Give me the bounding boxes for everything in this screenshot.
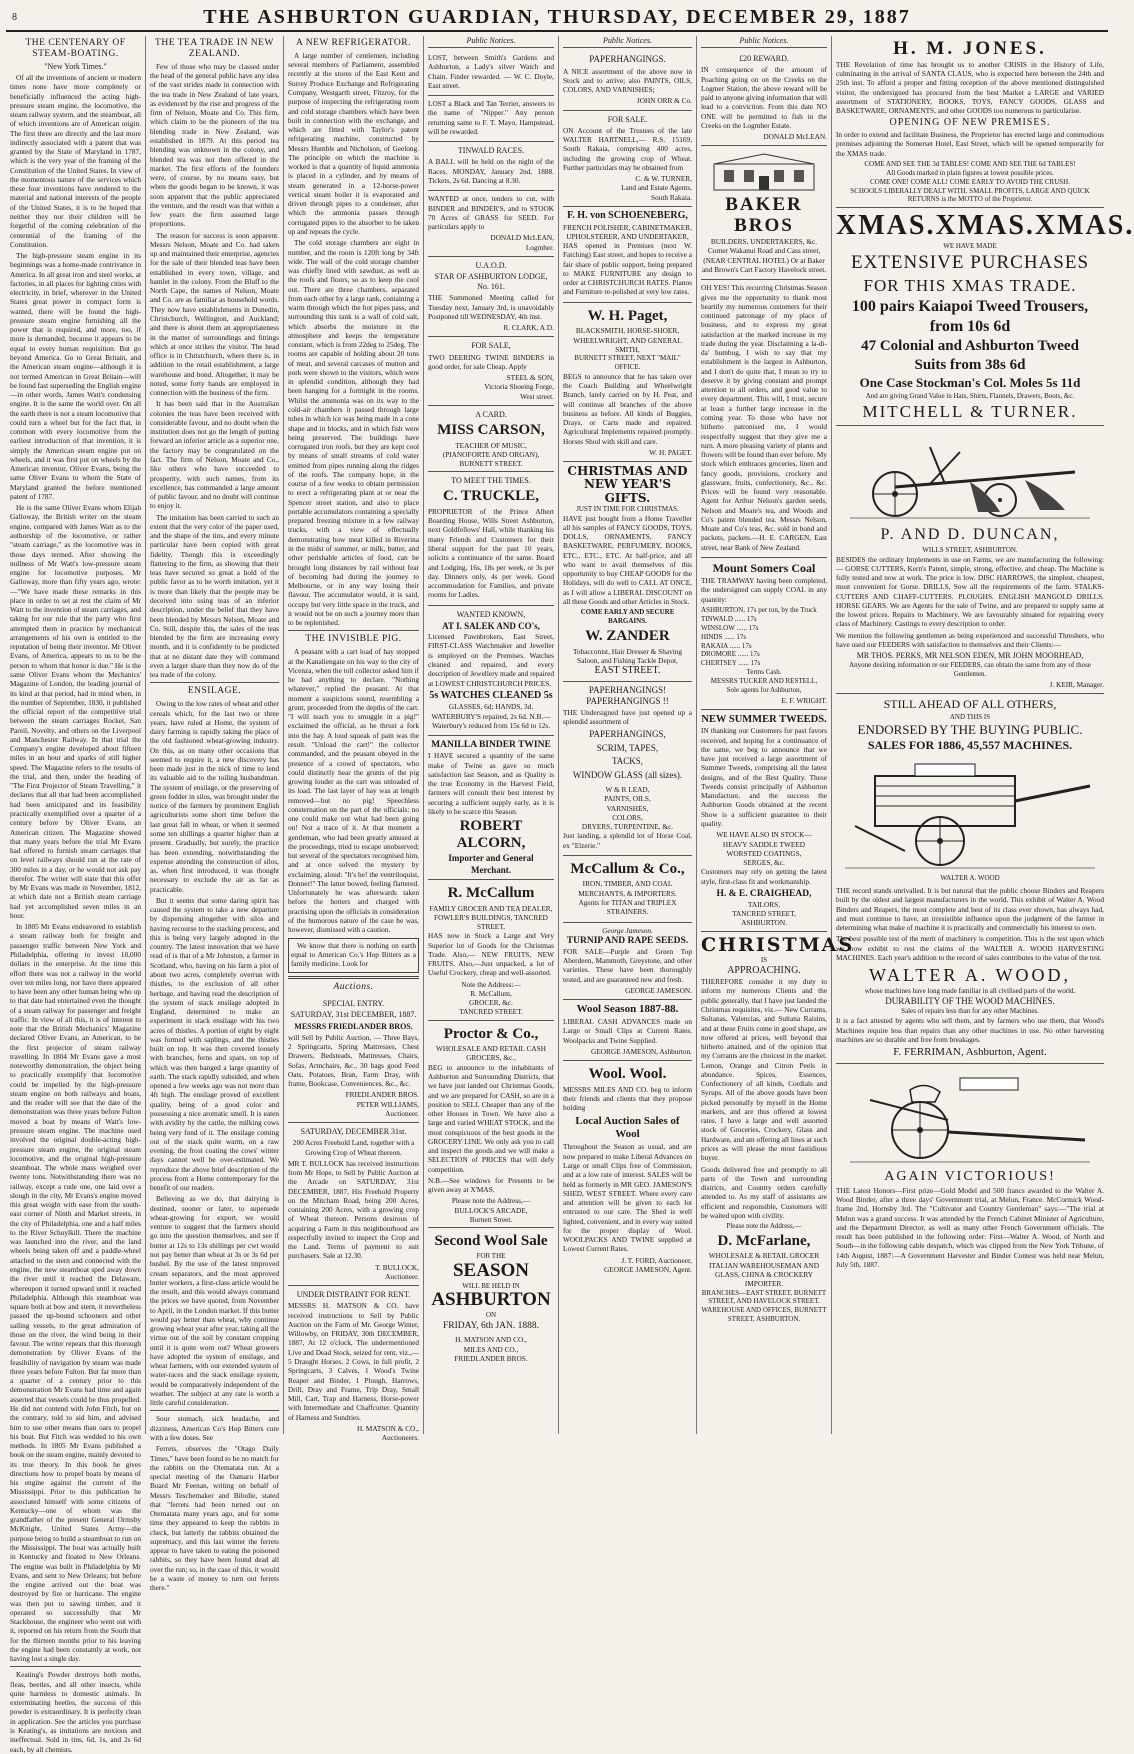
ad-text: BESIDES the ordinary Implements in use on Farms, we are manufacturing the following:— GORSE CUTTERS, Kern's Patent, simple, strong, effective, and cheap. The Machine is fully tested and now at work. The price is low. DISC HARROWS, the simplest, cheapest, most convenient for Gorse. DRILLS, Sow all the requirements of the farm. STALKS-CUTTERS AND CHAFF-CUTTERS. PLOUGHS. ENGLISH MANGOLD DRILLS. HORSE GEARS. We are Agents for the sale of Twine, and are prepared to supply same at the lowest prices. Repairs to Machinery. We are favourably situated for repairing every class of Machinery. Castings to every description to order. (836, 554, 1104, 629)
article-paragraph: A large number of centlemen, including several members of Parliament, assembled recently at the stores of the East Kent and Surrey Produce Exchange and Refrigerating Company, Westgarth street, Fitzroy, for the purpose of inspecting the refrigerating room and cold storage chambers which have been built in connection with the exchange, and which are fitted with Taylor's patent refrigerating machine, constructed by Messrs Humble and Nicholson, of Geelong. The principle on which the machine is worked is that a quantity of liquid ammonia is placed in a cylinder, and by means of steam generated in a 12-horse-power vertical steam boiler it is evaporated and driven through pipes to a condenser, after which the ammonia passes through corrugated pipes to the absorber to be taken up and repeats the cycle. (288, 50, 419, 236)
ad-heading: TINWALD RACES. (457, 146, 525, 156)
ad-text: GLASSES, 6d; HANDS, 3d. WATERBURY'S repaired, 2s 6d. N.B.—Waterbury's reduced from 15s 6d to 12s. (431, 702, 551, 730)
ad-subheading: JUST IN TIME FOR CHRISTMAS. (576, 504, 679, 513)
ad-address: BURNETT STREET, NEXT "MAIL" OFFICE. (574, 354, 681, 371)
duncan-name: P. AND D. DUNCAN, (880, 526, 1060, 544)
ad-signature: E. F. WRIGHT. (781, 695, 827, 705)
column-3 (284, 36, 424, 1443)
lodge-notice (428, 257, 554, 338)
article-paragraph: Few of those who may be classed under the head of the general public have any idea of the vast strides made in connection with the tea trade in New Zealand of late years, as evidenced by the rise and progress of the firm of Nelson, Moate and Co. This firm, which claim to be the pioneers of the tea blending trade in New Zealand, was established in 1879. At this period tea blending was unknown in the colony, and blended tea was not then offered in the market. The first efforts of the founders were, of course, by no means easy, but when the goods began to be known, it was soon apparent that the public appreciated the venture, and the result was that within a few years the firm assumed large proportions. (150, 61, 279, 229)
ad-text: HAS opened in Premises (next W. Fatching) East street, and hopes to receive a fair share of public support, being prepared to MAKE FURNITURE any design to order at CHRISTCHURCH RATES. Pianos and Furniture re-polished at very low rates. (563, 241, 692, 297)
ad-text: Sole agents for Ashburton, (726, 685, 802, 694)
paperhangings-ad-2 (563, 682, 692, 856)
ad-text: THE TRAMWAY having been completed, the undersigned can supply COAL in any quantity: (701, 576, 827, 604)
ad-text: FOR SALE—Purple and Green Top Aberdeen, Mammoth, Greystone, and other varieties. These have been thoroughly tested, and are guaranteed new and fresh. (563, 946, 692, 984)
wool-auction-ad (563, 1061, 692, 1278)
article-heading-tea-trade: THE TEA TRADE IN NEW ZEALAND. (155, 38, 274, 59)
music-teacher-card (428, 406, 554, 472)
for-sale-ad (428, 337, 554, 405)
ad-text: OH YES! This recurring Christmas Season gives me the opportunity to thank most heartily my numerous customers for their continued patronage of my place of business, and to express my great satisfaction at the marked increase in my trade during the year. Disclaiming a la-di-da' humbug, I wish to say that my establishment is the largest in Ashburton, and I don't do quite that, I mean to try to deserve it by giving constant and prompt attention to all orders, and good value to every department. This will, I trust, secure at least a further large increase in the coming year. To those who have not hitherto patronised me, I would respectfully suggest that they give me a turn. A more pleasing variety of plants and flowers will be found than ever before. My stock which embraces groceries, linen and fancy goods, provisions, crockery and glassware, fruits, confectionery, &c., &c. Prices will be found very reasonable. Agent for Arthur Nelson's garden seeds, Nelson and Moate's tea, and Woods and Co's patent blended tea. Messrs Nelson, Moate and Co's teas, &c. sold in bond and packets, packets.—H. E. CARGEN, East street, near Bank of New Zealand. (701, 283, 827, 552)
walter-wood-name: WALTER A. WOOD, (869, 965, 1071, 986)
jones-ad (836, 36, 1104, 208)
ad-text: THE Revelation of time has brought us to another CRISIS in the History of Life, culminating in the arrival of SANTA CLAUS, who is expected here between the 24th and 25th inst. To afford a proper and fitting reception of the above mentioned distinguished visitor, the undersigned has procured from the best Market a LARGE and VARIED assortment of STATIONERY, BOOKS, TOYS, FANCY GOODS, GLASS and BASKETWARE, ORNAMENTS, and other GOODS too numerous to particularise. (836, 59, 1104, 116)
blacksmith-ad (563, 303, 692, 462)
ad-text: Sales of repairs less than for any other Machines. (901, 1007, 1039, 1016)
column-1 (6, 36, 146, 1754)
column-2 (146, 36, 284, 1593)
ad-heading: FOR SALE, (471, 341, 511, 351)
cabinetmaker-ad (563, 207, 692, 303)
auction-firm: MESSRS FRIEDLANDER BROS. (294, 1021, 413, 1031)
ad-text: THEREFORE consider it my duty to inform my numerous Clients and the public generally, that I have just landed the Christmas requisites, viz.— New Currants, Sultanas, Valencias, and Sultana Raisins, and at these Fruits come in good shape, are now offered at prices, well beyond that hitherto attained, and of the opinion that my Currants are the choicest in the market. Lemon, Orange and Citron Peels in abundance. Spices, Essences, Confectionery of all kinds, Cordials and Syrups. All of the above goods have been picked personally by myself in the Home markets, and are thus offered at lowest rates. I have a large and well assorted stock of Groceries, Crockery, Glass and Hardware, and am offering all lines at such prices as will please the most fastidious buyer. (701, 977, 827, 1163)
article-paragraph: It has been said that in the Australian colonies the teas have been received with considerable favour, and no doubt when the institution does not go the length of putting forward an inferior article as a superior one, the factory may be congratulated on the fact. The firm of Nelson, Moate and Co., like others who have succeeded to prosperity, with such names, from its excellence, has commanded a large amount of public favour, and no doubt will continue to enjoy it. (150, 399, 279, 511)
ad-signature: C. & W. TURNER, Land and Estate Agents, South Rakaia. (621, 174, 692, 202)
auction-signature: T. BULLOCK, Auctioneer. (375, 1262, 419, 1281)
mccallum-name: R. McCallum (447, 885, 535, 902)
wool-season-ad (563, 1000, 692, 1061)
ad-text: THE record stands unrivalled. It is but natural that the public choose Binders and Reapers built by the oldest and largest manufacturers in the world. This exhibit of Walter A. Wood Binders and Reapers, the most complete and best of its class ever shown, has always had, and must continue to have, an irresistible influence upon the judgment of the farmer in determining what make of machine it is practically and commercially his interest to own. (836, 886, 1104, 933)
ad-line: All Goods marked in plain figures at lowest possible prices. (886, 168, 1054, 177)
ad-text: PROPRIETOR of the Prince Albert Boarding House, Wills Street Ashburton, next Goldfellows' Hall, while thanking his many Friends and Customers for their liberal support for the past 10 years, solicits a continuance of the same. Board and Lodging, 16s, 18s per week, or 3s per day. Dinners only, 4s per week. Good accommodation for Families, and private rooms for Ladies. (428, 506, 554, 600)
still-ahead-headline: STILL AHEAD OF ALL OTHERS, (883, 697, 1057, 712)
ad-text: IN consequence of the amount of Poaching going on on the Creeks on the Logmer Station, the above reward will be paid to anyone giving information that will lead to a conviction. From this date NO ONE will be permitted to fish in the Creeks on the Logmher Estate. (701, 65, 827, 130)
ad-subheading: WHOLESALE AND RETAIL CASH GROCERS, &c., (435, 1044, 546, 1063)
christmas-approaching-ad (701, 932, 855, 1327)
ad-subheading: WHOLESALE & RETAIL GROCER (708, 1251, 820, 1261)
building-illustration (709, 152, 819, 192)
column-6 (697, 36, 855, 1434)
for-sale-ad (563, 111, 692, 207)
ad-text: It is a fact attested by agents who sell them, and by farmers who use them, that Wood's Machines require less than repairs than any other machines in use. No other harvesting machines are so durable and free from breakages. (836, 1016, 1104, 1044)
tinwald-races-ad (428, 142, 554, 191)
article-paragraph: He is the same Oliver Evans whom Elijah Galloway, the British writer on the steam engine, compared with James Watt as to the authorship of the locomotive, or rather "steam carriage," as the locomotive was in those days termed. After showing the nullness of Mr Watt's low-pressure steam engine for locomotive purposes, Mr Galloway, more than fifty years ago, wrote:—"We have made these remarks in this place in order to set at rest the claim of Mr Watt to the invention of steam carriages, and taking for our rule that the party who first attempted them in practice by mechanical arrangements of his own is entitled to the reputation of being their inventor. Mr Oliver Evans, of America, appears to us to be the person to whom that honor is due." He is the same Oliver Evans whom the Mechanics' Magazine of London, the leading journal of its kind at that period, had in mind when, in the number of September, 1830, it published the official report of the competitive trial between the steam carriages Rocket, San Pareil, Novelty, and others on the Liverpool and Manchester Railway. In that trial the Company's engine developed about fifteen miles in an hour and sparks of still higher speed. The Magazine refers to the results of the trial, and then, under the heading of "The First Projector of Steam Travelling," it declares that all that had been accomplished had been anticipated and its feasibility practically exemplified over a quarter of a century before by Oliver Evans, an American citizen. The Magazine showed that many years before the trial Mr Evans had offered to furnish steam carriages that on level railways should run at the rate of 300 miles in a day, or he would not ask pay therefor. The writer will state that this offer by Mr Evans was made in November, 1812, at which date not a British steam carriage had yet accomplished seven miles in an hour. (10, 503, 141, 920)
wool-headline: Wool. Wool. (588, 1066, 667, 1083)
ad-address: EAST STREET. (594, 665, 661, 677)
ad-line: SCHOOLS LIBERALLY DEALT WITH. SMALL PROFITS, LARGE AND QUICK RETURNS is the MOTTO of the Proprietor. (850, 186, 1090, 204)
walter-wood-ad (836, 694, 1104, 1064)
ad-text: TWO DEERING TWINE BINDERS in good order, for sale Cheap. Apply (428, 352, 554, 371)
ad-heading: A CARD. (475, 409, 507, 419)
opening-headline: OPENING OF NEW PREMISES. (889, 117, 1051, 129)
carson-name: MISS CARSON, (437, 422, 545, 438)
ad-heading: TO MEET THE TIMES. (451, 476, 531, 486)
wool-sale-headline: Second Wool Sale (434, 1233, 548, 1250)
article-paragraph: The imitation has been carried to such an extent that the very color of the paper used, and the shape of the tins, and every minute particular have been copied with great fidelity. Though this is exceedingly flattering to the firm, as showing that their teas have secured so great a hold of the public favor as to be worth imitation, yet it is more than likely that the people may be deceived into using teas of an inferior description, under the belief that they have been blended by Messrs Nelson, Moate and Co. Still, despite this, the sales of the teas blended by the firm are increasing every month, and it is confidently to be predicted that at no distant date they will command even a larger share than they now do of the tea trade of the colony. (150, 512, 279, 680)
ad-text: MESSRS TUCKER AND RESTELL, (710, 677, 818, 686)
article-source: "New York Times." (44, 61, 107, 71)
ad-signature: GEORGE JAMESON, Ashburton. (591, 1046, 692, 1056)
tweed-price: Suits from 38s 6d (914, 357, 1026, 374)
again-victorious-headline: AGAIN VICTORIOUS! (884, 1169, 1056, 1185)
ad-text: Licensed Pawnbrokers, East Street, FIRST-CLASS Watchmaker and Jeweller is employed on the Premises. Watches cleaned and repaired, and every description of Jewellery made and repaired at LOWEST CHRISTCHURCH PRICES. (428, 632, 554, 688)
divider (10, 1666, 141, 1667)
auction-notice (288, 1123, 419, 1286)
ad-text: BEG to announce to the inhabitants of Ashburton and Surrounding Districts, that we have just landed our Christmas Goods, and we are prepared for CASH, so are in a position to SELL Cheaper than any of the other Houses in Town. We have also a large and varied WHEAT STOCK, and the most conspicuous of the best goods in the GROCERY LINE. We only ask you to call and inspect the goods and we will make a SELECTION of PRICES that will defy competition. (428, 1062, 554, 1174)
masthead (6, 4, 1108, 32)
mower-illustration (850, 1070, 1090, 1165)
ad-text: IS (760, 955, 768, 964)
ad-text: THE Undersigned have just opened up a splendid assortment of (563, 707, 692, 726)
tweeds-headline: NEW SUMMER TWEEDS. (701, 714, 827, 726)
ad-text: LOST a Black and Tan Terrier, answers to the name of "Nipper." Any person returning same to F. T. Mayo, Hampstead, will be rewarded. (428, 99, 554, 137)
twine-headline: MANILLA BINDER TWINE (431, 740, 551, 751)
plough-illustration (850, 432, 1090, 522)
article-paragraph: In 1805 Mr Evans endeavored to establish a steam railway both for freight and passenger traffic between New York and Philadelphia, offering to invest 10,000 dollars in the enterprise. At the time this effort there was not a railway in the world over ten miles long, nor have there appeared to have been any other human being who up to that date had entertained even the thought of a steam railway for passenger and freight traffic. In view of all this, it is of interest to note that the British Mechanics' Magazine declared Oliver Evans, an American, to be the first projector of steam railway travelling. In 1804 Mr Evans gave a most noteworthy demonstration, the object being to practically exemplify that locomotive could be impelled by the high-pressure steam engine on both railways and boats, and the reader will see that the date of the demonstration was three years before Fulton moved a boat by means of Watt's low-pressure steam engine. The machine used involved the original double-acting high-pressure steam engine, the original steam locomotive, and the original high-pressure steamboat. The whole mass weighed over twenty tons. Notwithstanding there was no railway, except a rude one, one laid over a slough in the city, Mr Evans's engine moved this great weight with ease from the south-east corner of Ninth and Market streets, in the city of Philadelphia, one and a half miles to the River Schuylkill. There the machine was launched into the river, and the land wheels being taken off and a paddle-wheel attached to the stern and connected with the engine, the new steamboat sped away down the river until it reached the Delaware, whereupon it turned upward until it reached Philadelphia. Although this steamboat was square both at bow and stern, it nevertheless passed the up-bound schooners and other sailing vessels, to the great admiration of those on the river, the wind being in their favour. The writer repeats that this thorough demonstration by Oliver Evans of the feasibility of navigation by steam was made three years before Fulton. But far more than a quarter of a century prior to this demonstration Mr Evans had time and again asserted that vessels could be thus propelled. He did not contend with John Fitch, but on the contrary, told to aid him, and advised him to use other means than oars to propel his boat. But Fitch was wedded to his own methods. In 1805 Mr Evans published a book on the steam engine, mainly devoted to its true theory. In this book he gives directions how to propel boats by means of his engine against the current of the Mississippi. Prior to this publication he associated himself with some citizens of Kentucky—one of whom was the grandfather of the present General Ormsby McKnight, United States Army—the purpose being to build a steamboat to run on the Mississippi. The boat was actually built in Kentucky and floated to New Orleans. The engine was built in Philadelphia by Mr Evans, and sent to New Orleans; but before the engine arrived out the boat was destroyed by fire or hurricane. The engine was then put to sawing timber, and it operated so successfully that Mr Stackhouse, the engineer who went out with it, reported on his return from the South that for the thirteen months prior to his leaving the engine had been constantly at work, not having lost a single day. (10, 922, 141, 1664)
wool-sale-ad (428, 1228, 554, 1366)
article-heading-invisible-pig: THE INVISIBLE PIG. (305, 634, 402, 645)
ad-text: ON Account of the Trustees of the late WALTER HARTNELL,— R.S. 15169, South Rakaia, comprising 400 acres, including the growing crop of Wheat. Further particulars may be obtained from (563, 125, 692, 172)
auction-text: MR T. BULLOCK has received instructions from Mr Hope, to Sell by Public Auction at the Arcade on SATURDAY, 31st DECEMBER, 1887, His Freehold Property on the Mitcham Road, being 200 Acres, containing 200 Acres, with a growing crop of Wheat thereon. Persons desirous of acquiring a Farm in this neighbourhood are respectfully invited to inspect the Crop and the Land. Terms of payment to suit purchasers. Sale at 12.30. (288, 1158, 419, 1261)
article-paragraph: Of all the inventions of ancient or modern times none have more completely or beneficially influenced the acting high-pressure steam engine, the locomotive, the steam railway system, and the steamboat, all of which inventions are of American origin. The first three are directly and the last more indirectly associated with a patent that was granted by the State of Maryland in 1787, which is the very year of the framing of the Constitution of the United States. In view of the momentous nature of the services which these four inventions have rendered to the material and national interests of the people of the United States, it is to be hoped that neither they nor their children will be forgetful of the coming celebration of the centennial of the framing of the Constitution. (10, 73, 141, 249)
wanted-ad (428, 191, 554, 257)
column-header: Public Notices. (428, 36, 554, 48)
ad-text: Corner Wakanui Road and Cass street, (NEAR CENTRAL HOTEL) Or at Baker and Brown's Cart Factory Havelock street. (701, 246, 827, 275)
mccallum-co-name: McCallum & Co., (570, 860, 685, 877)
ad-text: WE HAVE MADE (943, 242, 997, 251)
article-paragraph: But it seems that some daring spirit has caused the system to take a new departure by dispensing altogether with silos and having recourse to the stacking process, and this is being very largely adopted in the country. The latest innovation that we have read of is that of a Mr Johnston, a farmer in Scotland, who, having on his farm a plot of about two acres, completely overrun with thistles, to the exclusion of all other herbage, and having read the description of the system of stack ensilage adopted in England, determined to make an experiment in stack ensilage with his two acres of thistles. A portion of eight by eight was formed with saplings, and the thistles built on top. It was then covered loosely with branches, ferns and spars, on top of which was then banged a large quantity of earth. The stack rapidly subsided, and when opened a few weeks ago was not more than 4ft high. The ensilage proved of excellent quality, being of a good color and possessing a nice aromatic smell. It is eaten with avidity by the cattle, the milking cows being very fond of it. The ensilage coming out of the stack quite warm, on a raw evening, the frost coating the cows' winter days cannot well be over-estimated. We reproduce the above brief description of the process from a Home contemporary for the benefit of our readers. (150, 895, 279, 1193)
ad-text: A BALL will be held on the night of the Races, MONDAY, January 2nd, 1888. Tickets, 2s 6d. Dancing at 8.30. (428, 157, 554, 185)
divider (150, 1410, 279, 1411)
ad-heading: PAPERHANGINGS !! (586, 696, 669, 707)
alcorn-sub: Importer and General Merchant. (448, 853, 534, 875)
ad-items: W & R LEAD, PAINTS, OILS, VARNISHES, COLORS, DRYERS, TURPENTINE, &c. (581, 785, 674, 832)
ad-heading: George Jameson. (602, 925, 653, 935)
ad-text: LIBERAL CASH ADVANCES made on Large or Small Clips at Current Rates. Woolpacks and Twine Supplied. (563, 1017, 692, 1045)
auction-signature: H. MATSON & CO., Auctioneers. (356, 1423, 419, 1443)
baker-bros-name: BAKER BROS (725, 194, 803, 237)
column-5 (559, 36, 697, 1434)
schoeneberg-name: F. H. von SCHOENEBERG, (567, 209, 688, 221)
coal-ad (701, 558, 827, 710)
ad-heading: £20 REWARD. (739, 54, 789, 64)
xmas-word: XMAS. (935, 210, 1035, 242)
sales-headline: SALES FOR 1886, 45,557 MACHINES. (867, 738, 1073, 753)
approaching-word: APPROACHING. (727, 964, 801, 976)
ad-text: HAS now in Stock a Large and Very Superior lot of Goods for the Christmas Trade. Also,— NEW FRUITS, NEW FRUITS. Also,—Just unpacked, a lot of Useful Crockery, cheap and well-assorted. (428, 931, 554, 978)
ad-address: TAILORS, TANCRED STREET, ASHBURTON. (732, 899, 796, 928)
column-7 (832, 36, 1134, 1434)
article-paragraph: The high-pressure steam engine in its beginnings was a home-made contrivance in America. In all great iron and steel works, at factories, in all places for lighting cities with electricity, in brief, wherever in the United States great power in compact form is wanted, there will be found the high-pressure steam engine furnishing all the power that is required, and more, too, if more is demanded, because it appears to be equal to every human requisition. But go beyond America. Go to Great Britain, and the American steam engine—although it is not termed American in Great Britain—will be found fast superseding the English engine—in other words, James Watt's condensing engine. It is the same the world over. On all the earth there is not a steam locomotive that could turn a wheel but for the fact that, in common with every locomotive from the earliest introduction of that invention, it is simply the American steam engine put on wheels, and it was first put on wheels by the American inventor, Oliver Evans, being the same Oliver Evans to whom the State of Maryland granted the before mentioned patent of 1787. (10, 251, 141, 501)
ad-text: Please note the Address,— (726, 1222, 802, 1231)
ad-signature: DONALD McLEAN. (763, 132, 827, 142)
ad-text: The best possible test of the merit of machinery is competition. This is the test upon which we now exhibit to rest the claims of the WALTER A. WOOD HARVESTING MACHINES. Each year's addition to the record of sales contributes to the value of the test. (836, 934, 1104, 962)
tweeds-ad (701, 710, 827, 932)
tweed-line: 47 Colonial and Ashburton Tweed (861, 338, 1079, 355)
wool-season-headline: Wool Season 1887-88. (576, 1003, 679, 1016)
article-heading-refrigerator: A NEW REFRIGERATOR. (296, 38, 411, 48)
ad-text: BRANCHES—EAST STREET, BURNETT STREET, AND HAVELOCK STREET. (701, 1288, 827, 1306)
moles-line: One Case Stockman's Col. Moles 5s 11d (859, 375, 1081, 391)
proctor-name: Proctor & Co., (443, 1025, 539, 1042)
ad-subheading: BUILDERS, UNDERTAKERS, &c. (710, 237, 818, 247)
duncan-ad (836, 426, 1104, 694)
article-heading-ensilage: ENSILAGE. (187, 686, 242, 697)
ad-text: FOR THE (476, 1251, 506, 1260)
ad-text: BEGS to announce that he has taken over the Coach Building and Wheelwright Branch, lately carried on by H. Peat, and will continue all branches of the above business as before. All kinds of Buggies, Drays, or Carts made and repaired. Agricultural Implements repaired promptly. Horses Shod with skill and care. (563, 371, 692, 446)
auction-date: SATURDAY, DECEMBER 31st. (300, 1127, 407, 1137)
divider (150, 682, 279, 683)
auction-date: SATURDAY, 31st DECEMBER, 1887. (290, 1010, 417, 1020)
alcorn-name: ROBERT ALCORN, (456, 818, 526, 851)
ad-text: AND THIS IS (949, 712, 991, 721)
ad-text: In order to extend and facilitate Business, the Proprietor has erected large and commodious premises adjoining the Somerset Hotel, East Street, which will be opened temporarily for the XMAS trade. (836, 130, 1104, 158)
ad-names: MR THOS. PERKS, MR NELSON EDEN, MR JOHN MOORHEAD, (856, 651, 1084, 661)
watches-headline: 5s WATCHES CLEANED 5s (429, 689, 553, 701)
gifts-headline: CHRISTMAS AND NEW YEAR'S GIFTS. (567, 464, 688, 505)
xmas-row (836, 210, 1134, 242)
coal-rates: ASHBURTON, 17s per ton, by the Truck TINWALD ...... 17s WINSLOW ...... 17s HINDS ...... 17s RAKAIA ...... 17s DROMORE ...... 17s CHERTSEY ...... 17s (701, 606, 817, 668)
ad-text: Tobacconist, Hair Dresser & Shaving Saloon, and Fishing Tackle Depot, (572, 646, 683, 665)
ad-text: We mention the following gentlemen as being experienced and successful Threshers, who have used our FEEDERS with satisfaction to themselves and their Clients:— (836, 630, 1104, 649)
paget-name: W. H. Paget, (587, 307, 668, 324)
xmas-word: XMAS. (1034, 210, 1134, 242)
pawnbroker-ad (428, 606, 554, 737)
ashburton-word: ASHBURTON (431, 1289, 551, 1311)
ad-subheading: FAMILY GROCER AND TEA DEALER, FOWLER'S BUILDINGS, TANCRED STREET, (429, 903, 553, 932)
auction-summary: 200 Acres Freehold Land, together with a Growing Crop of Wheat thereon. (292, 1138, 415, 1157)
ad-text: Agents for TITAN and TRIPLEX STRAINERS. (578, 898, 677, 917)
ad-signature: GEORGE JAMESON. (625, 985, 692, 995)
article-paragraph: Owing to the low rates of wheat and other cereals which, for the last two or three years, have ruled at Home, the system of dairy farming is rapidly taking the place of the old fashioned wheat-growing industry. On this, as on many other occasions that seemed to require it, a new discovery has been made just in the nick of time to lend its valuable aid to the toiling husbandman. The system of ensilage, or the preserving of green fodder in silos, was brought under the notice of the farmers by prominent English agriculturists some short time before the last great fall in wheat, or when it seemed some ten shillings a quarter higher than at present. Gradually, but surely, the practice has been extending, notwithstanding the expense attending the construction of silos, as, when first introduced, it was thought necessary to exclude the air as far as practicable. (150, 699, 279, 894)
column-header: Public Notices. (701, 36, 827, 48)
ad-text: THE Summoned Meeting called for Tuesday next, January 3rd, is unavoidably Postponed till WEDNESDAY, 4th inst. (428, 293, 554, 321)
boarding-house-ad (428, 472, 554, 605)
ad-text: ON (485, 1311, 497, 1320)
article-paragraph: Believing as we do, that dairying is destined, sooner or later, to supersede wheat-growing for export, we would venture to suggest that the farmers should go into the question themselves, and see if butter at 12s to 13s shillings per cwt would not pay better than wheat at 3s or 3s 6d per bushel. By the use of the latest improved cream separators, and the most approved butter workers, a first-class article would be the result, and this would always command the prices we have quoted, from November to April, in the London market. If this butter would pay better than wheat, why continue growing wheat year after year, taking all the virtue out of the soil by constant cropping until it is quite worn out? Wheat growers have adopted the system of ensilage, and wheat farmers, with our extended system of water-races and the stack ensilage system, would be comparatively independent of the weather. The subject at any rate is worth a little careful consideration. (150, 1194, 279, 1408)
zander-name: W. ZANDER (585, 628, 670, 645)
ad-items: PAPERHANGINGS, SCRIM, TAPES, TACKS, WINDOW GLASS (all sizes). (572, 729, 683, 780)
ad-text: N.B.—See windows for Presents to be given away at X'MAS. (428, 1175, 554, 1195)
local-auction-headline: Local Auction Sales of Wool (575, 1114, 680, 1141)
column-4 (424, 36, 559, 1434)
hop-bitters-box (288, 938, 419, 974)
ad-text: I HAVE secured a quantity of the same make of Twine as gave so much satisfaction last Season, and as Quality is the true Economy in the Harvest Field, farmers will consult their best interest by securing a sufficient supply early, as it is likely to be scarce this Season. (428, 751, 554, 816)
ad-subheading: IRON, TIMBER, AND COAL MERCHANTS, & IMPORTERS. (578, 879, 677, 898)
page-number: 8 (12, 11, 17, 23)
auction-notice (288, 995, 419, 1123)
ad-subheading: STAR OF ASHBURTON LODGE, No. 161. (434, 271, 548, 292)
ad-signature: J. T. FORD, Auctioneer, GEORGE JAMESON, Agent. (604, 1255, 692, 1274)
ad-text: WAREHOUSE AND OFFICES, BURNETT STREET, ASHBURTON. (701, 1306, 827, 1324)
paperhangings-ad (563, 50, 692, 110)
ad-address: WILLS STREET, ASHBURTON. (922, 545, 1018, 554)
mitchell-turner-name: MITCHELL & TURNER. (862, 401, 1078, 421)
hop-bitters-ad: Sour stomach, sick headache, and dizziness, American Co's Hop Bitters cure with a few doses. See (150, 1414, 279, 1443)
truckle-name: C. TRUCKLE, (443, 488, 539, 505)
ad-line: COME ONE! COME ALL! COME EARLY TO AVOID THE CRUSH. (870, 177, 1070, 186)
ad-signature: Note the Address:— R. McCallum, GROCER, &c. TANCRED STREET. (459, 979, 523, 1017)
turnip-headline: TURNIP AND RAPE SEEDS. (566, 935, 689, 946)
ad-text: THE Latest Honors—First prize—Gold Model and 500 francs awarded to the Walter A. Wood Binder, after a three days' Government trial, at Melun, France. McCormick Wood-frame 2nd, Hornsby 3rd. The "Cultivator and Country Gentleman" says:—"The trial at Melun was a grand success. It was attended by the French Cabinet Minister of Agriculture, and the Department Director, as well as many other French Government officials. The result has been published in the following order: First—Walter A. Wood, of North and South—in the following cable despatch, which was clipped from the New York Tribune, of 14th August, 1887:—A Government Harvester and Binder Contest was held near Melun, July 5th, 1887. (836, 1185, 1104, 1269)
ad-heading: FOR SALE. (607, 114, 648, 124)
article-paragraph: A peasant with a cart load of hay stopped at the Kanaliengate on his way to the city of Vicenza, when the toll collector asked him if he had anything to declare. "Nothing whatever," replied the peasant. At that moment a suspicious sound, resembling a grunt, proceeded from the depths of the cart. "I will teach you to smuggle in a pig!" exclaimed the official, as he thrust a fork into the hay. A loud squeak of pain was the result. "Unload the cart!" the collector commanded, and the peasant obeyed in the presence of a crowd of spectators, who could distinctly hear the grunts of the pig growing louder as the cart was unloaded of its load. The last layer of hay was at length removed—but no pig! Speechless consternation on the part of the officials: no one could make out what had been going on! Not a trace of it. At that moment a gentleman, who had been greatly amused at the proceedings, tried to escape unobserved; but several of the spectators recognised him, and at once solved the mystery by exclaiming, aloud: "It's he! the ventriloquist, Donner!" The latter bowed, feeling flattered. Unfortunately he was afterwards taken before the hotters and charged with practising upon the officials in consideration of the humorous nature of the case he was, however, dismissed with a caution. (288, 647, 419, 935)
auction-text: MESSRS H. MATSON & CO. have received instructions to Sell by Public Auction on the Farm of Mr. George Winter, Willowby, on FRIDAY, 30th DECEMBER, 1887, At 12 o'clock, The undermentioned Live and Dead Stock, seized for rent, viz.,— 5 Draught Horses, 2 Cows, in full profit, 2 Springcarts, 3 Calves, 1 Wood's Twine Reaper and Binder, 1 Plough, Harrows, Drill, Dray and Frame, Trip Dray, Small Mill, Cart, Trap and Harness, Horse-power with Intermediate and Chaffcutter. Quantity of Harness and Sundries. (288, 1301, 419, 1422)
ad-text: And are giving Grand Value in Hats, Shirts, Flannels, Drawers, Boots, &c. (865, 391, 1075, 400)
xmas-word: XMAS. (836, 210, 936, 242)
lost-notice (428, 96, 554, 142)
coal-headline: Mount Somers Coal (712, 560, 816, 575)
ad-text: WILL BE HELD IN (462, 1281, 520, 1290)
auction-notice (288, 1286, 419, 1446)
article-paragraph: The cold storage chambers are eight in number, and the room is 120ft long by 34ft wide. The wall of the cold storage chamber was chiefly lined with sawdust, as well as the roofs and floors, so as to keep the cool out. There are three chambers, separated from each other by a large tank, containing a warm through which the hot pipes pass, and surrounding this tank is a wall of cold salt, which absorbs the moisture in the atmosphere and keeps the temperature constant, which is from 22deg to 25deg. The rooms are capable of holding about 20 tons of meat, and several carcases of mutton and pork were shown to the visitors, which were in splendid condition, although they had been hanging for a fortnight in the rooms. Whilst the ammonia was on its way to the cold-air chambers it passed through large tubes in which ice was being made in a cone shape and in blocks, and in which fish were being preserved. The buildings have corrugated iron roofs, but they are kept cool by means of small streams of cold water emitted from pipes running along the ridges of the roofs. The company hope, in the course of a few weeks to obtain permission to erect a refrigerating plant at or near the Spencer street station, and also to place portable accumulators containing a specially prepared freezing mixture in a few railway trucks, with a view of effectually demonstrating how meat killed in Riverina in the midst of summer, or milk, butter, and other perishable articles of food, can be brought long distances by rail without fear of becoming bad during the journey to Melbourne, or in any way losing their flavour. The accumulator would, it is said, occupy but very little space in the truck, and it would not be on such a journey more than to be replenished. (288, 238, 419, 628)
extensive-headline: EXTENSIVE PURCHASES (850, 252, 1090, 274)
column-header: Public Notices. (563, 36, 692, 48)
mcfarlane-name: D. McFarlane, (717, 1232, 811, 1249)
ad-subheading: ITALIAN WAREHOUSEMAN AND GLASS, CHINA & CROCKERY IMPORTER. (709, 1260, 819, 1289)
ad-text: Terms Cash. (746, 668, 782, 677)
twine-ad (428, 736, 554, 880)
season-word: SEASON (452, 1259, 530, 1281)
auction-text: will Sell by Public Auction, — Three Bays, 2 Springcarts, Spring Mattresses, Chest Drawers, Bedsteads, Mattresses, Chairs, Sofas, Armchairs, &c., 30 bags good Feed Oats, Potatoes, Bran, Farm Dray, with frame, Bookcase, Conveniences, &c., &c. (288, 1032, 419, 1089)
ad-heading: U.A.O.D. (475, 260, 507, 270)
columns (6, 36, 1134, 1754)
jones-name: H. M. JONES. (893, 38, 1047, 59)
ad-text: Customers may rely on getting the latest style, first-class fit and workmanship. (701, 867, 827, 886)
mitchell-turner-ad (836, 208, 1134, 426)
ad-text: whose machines have long made familiar in all civilised parts of the world. (864, 987, 1076, 996)
ad-text: A NICE assortment of the above now in Stock and to arrive; also PAINTS, OILS, COLORS, AND VARNISHES; (563, 66, 692, 95)
proctor-ad (428, 1021, 554, 1229)
divider (288, 630, 419, 631)
ferrets-paragraph: Ferrets, observes the "Otago Daily Times," have been found to be no match for the rabbits on the Otematata run. At a special meeting of the Oamaru Harbor Board Mr Feenan, writing on behalf of Messrs Teschemaker and Bilodie, stated that "ferrets had been turned out on Otematata many years ago, and for some time they appeared to keep the rabbits in check, but latterly the rabbits obtained the supremacy, and this last winter the ferrets appear to have taken to eating the poisoned rabbits, so they have been found dead all over the run; so, in the case of this, it would be a waste of money to turn out ferrets there." (150, 1444, 279, 1593)
article-heading-steamboating: THE CENTENARY OF STEAM-BOATING. (25, 38, 126, 59)
ferriman-agent: F. FERRIMAN, Ashburton, Agent. (893, 1046, 1047, 1059)
ad-heading: PAPERHANGINGS! (588, 684, 667, 695)
newspaper-title: THE ASHBURTON GUARDIAN, THURSDAY, DECEMBER 29, 1887 (203, 5, 911, 28)
salek-name: AT I. SALEK AND CO's, (442, 620, 540, 631)
ad-signature: DONALD McLEAN, Logmher. (490, 233, 554, 252)
ad-text: Goods delivered free and promptly to all parts of the Town and surrounding districts, and Country orders carefully attended to. As my staff of assistants are efficient and responsible, Customers will be waited upon with civility. (701, 1164, 827, 1220)
ad-heading: PAPERHANGINGS. (589, 54, 666, 65)
ad-signature: STEEL & SON, Victoria Shoeing Forge, West street. (484, 373, 554, 401)
article-paragraph: The reason for success is soon apparent. Messrs Nelson, Moate and Co. had taken up and maintained their enterprise, agencies for the sale of their blended teas have been established in every town, village, and hamlet in the colony. From the Bluff to the North Cape, the names of Nelson, Moate and Co. are as familiar as household words. They now have establishments in Dunedin, Christchurch, Wellington, and Auckland; and there is about them an appropriateness in the matter of surroundings and fittings which at once strikes the visitor. The head office is in Christchurch, where there is, in addition to the retail establishment, a large warehouse and bond. Altogether, it may be noted, some forty hands are employed in connection with the business of the firm. (150, 230, 279, 398)
forthis-headline: FOR THIS XMAS TRADE. (863, 276, 1077, 296)
timber-merchants-ad (563, 856, 692, 923)
ad-signature: Please note the Address,— BULLOCK'S ARCADE, Burnett Street. (451, 1196, 531, 1224)
grocer-ad (428, 880, 554, 1021)
ad-line: COME AND SEE THE 3d TABLES! COME AND SEE THE 6d TABLES! (864, 159, 1076, 168)
boxed-ad-text: We know that there is nothing on earth equal to American Co.'s Hop Bitters as a family medicine. Look for (291, 940, 416, 969)
christmas-headline: CHRISTMAS (701, 933, 855, 956)
ad-text: IN thanking our Customers for past favors received, and hoping for a continuance of the same, we beg to announce that we have just received a large assortment of Summer Tweeds, comprising all the latest designs, and of the Best Quality. These Tweeds consist principally of Ashburton Manufacture, and the success the Ashburton Goods obtained at the recent Show is a sufficient guarantee to their quality. (701, 726, 827, 829)
auction-heading: UNDER DISTRAINT FOR RENT. (296, 1290, 411, 1300)
ad-text: MESSRS MILES AND CO. beg to inform their friends and clients that they propose holding (563, 1084, 692, 1113)
ad-signature: JOHN ORR & Co. (636, 96, 692, 106)
ad-text: LOST, between Smith's Gardens and Ashburton, a Lady's silver Watch and Chain. Finder rewarded. — W. C. Doyle, East street. (428, 53, 554, 90)
binder-badge: WALTER A. WOOD (940, 874, 1000, 883)
ad-signature: H. MATSON AND CO., MILES AND CO., FRIEDLANDER BROS. (454, 1335, 528, 1363)
lost-notice (428, 50, 554, 96)
ad-subheading: FRENCH POLISHER, CABINETMAKER, UPHOLSTERER, AND UNDERTAKER, (563, 222, 692, 241)
ad-heading: WANTED KNOWN, (456, 609, 526, 619)
divider (288, 976, 419, 979)
ad-text: TEACHER OF MUSIC, (PIANOFORTE AND ORGAN), BURNETT STREET. (442, 440, 540, 469)
christmas-gifts-ad (563, 462, 692, 682)
wool-sale-date: FRIDAY, 6th JAN. 1888. (442, 1321, 540, 1332)
ad-tagline: COME EARLY AND SECURE BARGAINS. (580, 608, 675, 626)
jameson-ad (563, 923, 692, 1001)
ad-signature: R. CLARK, A.D. (503, 323, 554, 333)
ad-signature: W. H. PAGET. (649, 447, 692, 457)
craighead-name: H. & E. CRAIGHEAD, (716, 888, 812, 899)
ad-text: Just landing, a splendid lot of Horse Coal, ex "Elzerie." (563, 831, 692, 850)
ad-text: Throughout the Season as usual, and are now prepared to make Liberal Advances on Large or small Clips free of Commission, and at a low rate of interest. SALES will be held as formerly in MR GEO. JAMESON'S SHED, WEST STREET. Where every care and attention will be given to each lot entrusted to our care. The Shed is well lighted, convenient, and in every way suited for the proper display of Wool. WOOLPACKS AND TWINE supplied at Lowest Current Rates. (563, 1142, 692, 1254)
reward-notice (701, 50, 827, 146)
binder-illustration (845, 756, 1095, 871)
oh-yes-notice (701, 280, 827, 558)
trousers-price: from 10s 6d (929, 318, 1011, 336)
auctions-heading: Auctions. (333, 982, 374, 993)
ad-items: WE HAVE ALSO IN STOCK— HEAVY SADDLE TWEED WORSTED COATINGS, SERGES, &c. (716, 830, 812, 868)
ad-text: HAVE just bought from a Home Traveller all his samples of FANCY GOODS, TOYS, DOLLS, ORNAMENTS, FANCY BASKETWARE, PERFUMERY, BOOKS, ETC., ETC., ETC. At half-price, and all who want to avail themselves of this opportunity to buy CHEAP GOODS for the Holidays, will do well to CALL AT ONCE, as I will allow a LIBERAL DISCOUNT on all these Goods and other Articles in Stock. (563, 513, 692, 606)
endorsed-headline: ENDORSED BY THE BUYING PUBLIC. (857, 721, 1083, 737)
auction-signature: FRIEDLANDER BROS. PETER WILLIAMS, Auctioneer. (345, 1090, 419, 1118)
auction-special-entry: SPECIAL ENTRY. (322, 999, 385, 1009)
ad-signature: J. KEIR, Manager. (1049, 680, 1104, 690)
durability-headline: DURABILITY OF THE WOOD MACHINES. (885, 995, 1055, 1006)
ad-text: Anyone desiring information re our FEEDERS, can obtain the same from any of those Gentlemen. (849, 661, 1091, 679)
ad-text: WANTED at once, tenders to cut, with BINDER and BINDER'S, and to STOOK 70 Acres of GRASS for SEED. For particulars apply to (428, 194, 554, 232)
mower-ad (836, 1064, 1104, 1274)
builders-ad (701, 146, 827, 280)
ad-subheading: BLACKSMITH, HORSE-SHOER, WHEELWRIGHT, AND GENERAL SMITH, (573, 326, 682, 354)
trousers-line: 100 pairs Kaiapoi Tweed Trousers, (851, 297, 1089, 315)
keating-ad: Keating's Powder destroys both moths, fleas, beetles, and all other insects, while quite harmless to domestic animals. In exterminating beetles, the success of this powder is extraordinary. It is perfectly clean in application. See the articles you purchase is Keating's, as imitations are noxious and ineffectual. Sold in tins, 6d, 1s, and 2s 6d each, by all chemists. (10, 1670, 141, 1754)
